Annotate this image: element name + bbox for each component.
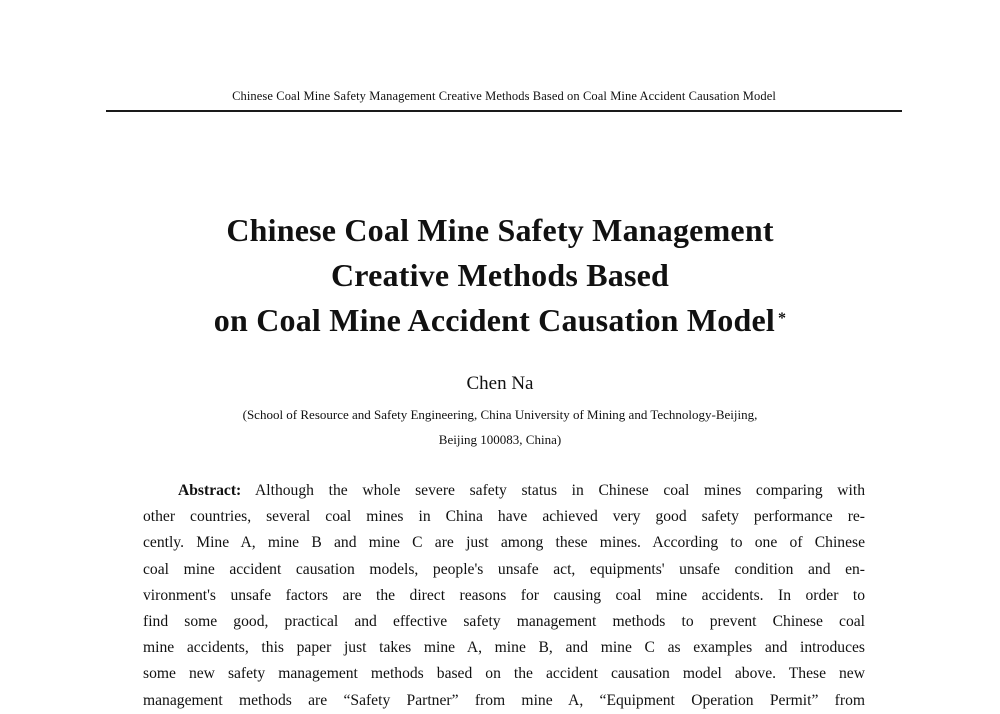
title-line-3 bbox=[150, 298, 850, 343]
abstract-line-6: find some good, practical and effective safety management methods to prevent Chinese coal bbox=[143, 613, 865, 631]
abstract-line-1-text: Although the whole severe safety status in Chinese coal mines comparing with bbox=[241, 482, 865, 499]
title-line-3-text: on Coal Mine Accident Causation Model bbox=[213, 302, 775, 338]
title-line-1: Chinese Coal Mine Safety Management bbox=[226, 212, 774, 248]
title-line-2: Creative Methods Based bbox=[331, 257, 669, 293]
running-header-title: Chinese Coal Mine Safety Management Creative Methods Based on Coal Mine Accident Causation Model bbox=[232, 89, 776, 103]
abstract-line-9: management methods are “Safety Partner” from mine A, “Equipment Operation Permit” from bbox=[143, 691, 865, 709]
abstract-label: Abstract: bbox=[178, 482, 242, 499]
abstract-line-3: cently. Mine A, mine B and mine C are just among these mines. According to one of Chinese bbox=[143, 534, 865, 552]
paper-title bbox=[150, 208, 850, 343]
abstract-line-1 bbox=[143, 478, 865, 504]
abstract-line-7: mine accidents, this paper just takes mine A, mine B, and mine C as examples and introduces bbox=[143, 639, 865, 657]
affiliation-line-2: Beijing 100083, China) bbox=[438, 432, 562, 447]
running-header bbox=[106, 86, 902, 112]
abstract-line-2: other countries, several coal mines in China have achieved very good safety performance re- bbox=[143, 508, 865, 526]
title-footnote-mark: * bbox=[777, 310, 787, 327]
abstract-line-5: vironment's unsafe factors are the direct reasons for causing coal mine accidents. In order to bbox=[143, 586, 865, 604]
author-name: Chen Na bbox=[466, 373, 534, 394]
abstract bbox=[143, 478, 865, 714]
abstract-line-8: some new safety management methods based on the accident causation model above. These new bbox=[143, 665, 865, 683]
affiliation-line-1: (School of Resource and Safety Engineering, China University of Mining and Technology-Beijing, bbox=[242, 407, 758, 422]
affiliation bbox=[150, 402, 850, 452]
abstract-line-4: coal mine accident causation models, people's unsafe act, equipments' unsafe condition and en- bbox=[143, 560, 865, 578]
